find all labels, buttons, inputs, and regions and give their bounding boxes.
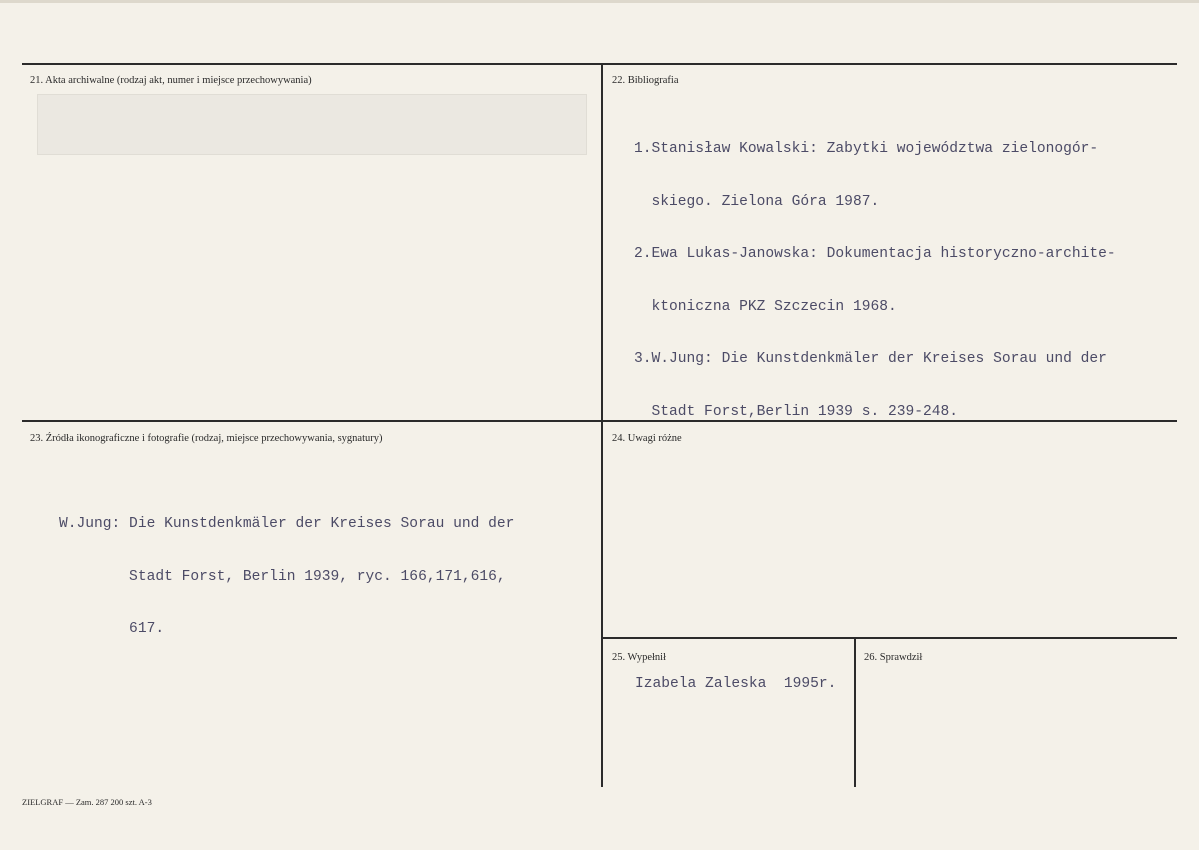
center-divider	[601, 63, 603, 787]
bibliography-line: Stadt Forst,Berlin 1939 s. 239-248.	[634, 403, 959, 420]
iconography-line: W.Jung: Die Kunstdenkmäler der Kreises Sorau und der	[59, 516, 515, 532]
section-26-label: 26. Sprawdził	[864, 652, 923, 663]
signature-divider	[854, 637, 856, 787]
section-21-label: 21. Akta archiwalne (rodzaj akt, numer i miejsce przechowywania)	[30, 75, 312, 86]
section-23-label: 23. Źródła ikonograficzne i fotografie (rodzaj, miejsce przechowywania, sygnatury)	[30, 433, 383, 444]
redacted-block	[37, 94, 587, 155]
iconography-text	[59, 481, 514, 674]
section-22-label: 22. Bibliografia	[612, 75, 679, 86]
iconography-line: 617.	[59, 621, 165, 637]
signature-rule	[602, 637, 1177, 639]
printer-imprint: ZIELGRAF — Zam. 287 200 szt. A-3	[22, 797, 152, 807]
section-24-label: 24. Uwagi różne	[612, 433, 682, 444]
bibliography-line: skiego. Zielona Góra 1987.	[634, 193, 880, 210]
card-top-edge	[0, 0, 1199, 3]
bibliography-text	[634, 106, 1116, 456]
section-25-label: 25. Wypełnił	[612, 652, 667, 663]
bibliography-line: ktoniczna PKZ Szczecin 1968.	[634, 298, 897, 315]
bibliography-line: 3.W.Jung: Die Kunstdenkmäler der Kreises Sorau und der	[634, 351, 1107, 367]
bibliography-line: 1.Stanisław Kowalski: Zabytki województwa zielonogór-	[634, 141, 1099, 157]
top-rule	[22, 63, 1177, 65]
iconography-line: Stadt Forst, Berlin 1939, ryc. 166,171,616,	[59, 568, 506, 585]
bibliography-line: 2.Ewa Lukas-Janowska: Dokumentacja historyczno-archite-	[634, 246, 1116, 262]
filled-by-value: Izabela Zaleska 1995r.	[635, 676, 837, 692]
